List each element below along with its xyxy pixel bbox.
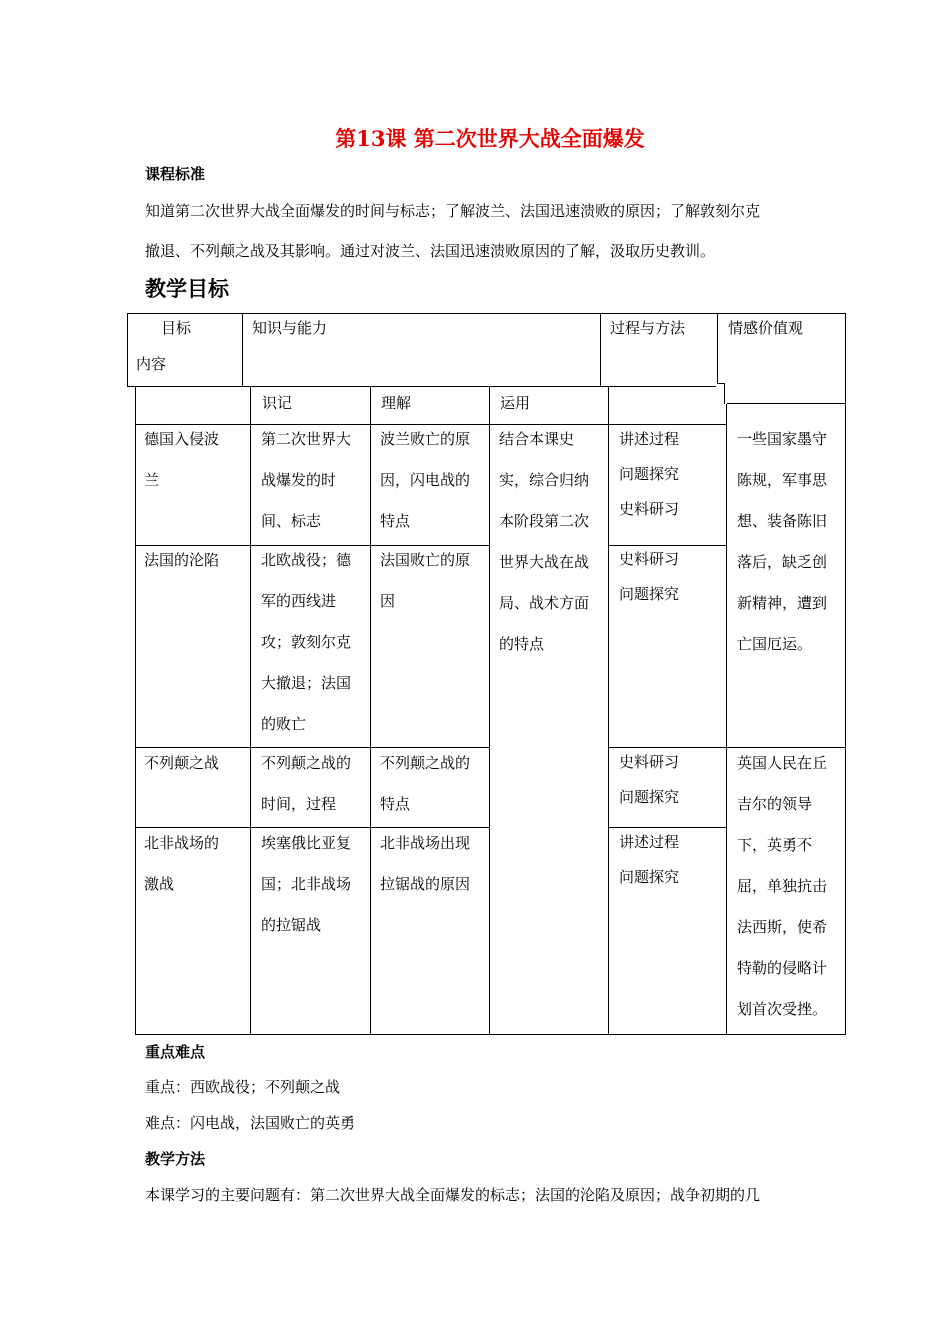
table-border: [726, 404, 727, 1035]
table-border: [845, 404, 846, 1035]
curriculum-line-2: 撤退、不列颠之战及其影响。通过对波兰、法国迅速溃败原因的了解，汲取历史教训。: [145, 242, 716, 260]
difficult-point: 难点：闪电战，法国败亡的英勇: [145, 1114, 356, 1132]
table-border: [600, 313, 601, 387]
row3-content: 不列颠之战: [144, 754, 220, 772]
row2-recall: 北欧战役；德 军的西线进 攻；敦刻尔克 大撤退；法国 的败亡: [261, 551, 352, 733]
table-border: [242, 313, 243, 387]
row2-understand: 法国败亡的原 因: [380, 551, 471, 610]
table-border: [135, 387, 136, 1035]
subheader-understand: 理解: [381, 394, 412, 412]
subheader-recall: 识记: [262, 394, 293, 412]
table-border: [370, 387, 371, 1035]
curriculum-line-1: 知道第二次世界大战全面爆发的时间与标志；了解波兰、法国迅速溃败的原因；了解敦刻尔克: [145, 202, 761, 220]
table-border: [127, 386, 716, 387]
row1-understand: 波兰败亡的原 因，闪电战的 特点: [380, 430, 471, 530]
row3-understand: 不列颠之战的 特点: [380, 754, 471, 813]
table-border: [717, 313, 718, 383]
table-border: [727, 403, 846, 404]
row1-recall: 第二次世界大 战爆发的时 间、标志: [261, 430, 352, 530]
row1-content: 德国入侵波 兰: [144, 430, 220, 489]
table-border: [608, 387, 609, 1035]
table-border: [250, 387, 251, 1035]
row4-process: 讲述过程 问题探究: [619, 833, 680, 886]
table-border: [845, 313, 846, 404]
header-content: 内容: [136, 355, 167, 373]
row1-process: 讲述过程 问题探究 史料研习: [619, 430, 680, 518]
section-heading-objectives: 教学目标: [145, 276, 229, 301]
key-point: 重点：西欧战役；不列颠之战: [145, 1078, 341, 1096]
subheader-apply: 运用: [500, 394, 531, 412]
table-border: [127, 313, 128, 387]
row3-recall: 不列颠之战的 时间，过程: [261, 754, 352, 813]
row2-process: 史料研习 问题探究: [619, 550, 680, 603]
emotion-b: 英国人民在丘 吉尔的领导 下，英勇不 屈，单独抗击 法西斯，使希 特勒的侵略计 划首次受挫。: [737, 754, 828, 1018]
emotion-a: 一些国家墨守 陈规，军事思 想、装备陈旧 落后，缺乏创 新精神，遭到 亡国厄运。: [737, 430, 828, 653]
table-border: [489, 387, 490, 1035]
table-border: [724, 383, 725, 404]
method-line-1: 本课学习的主要问题有：第二次世界大战全面爆发的标志；法国的沦陷及原因；战争初期的几: [145, 1186, 761, 1204]
table-border: [127, 313, 846, 314]
apply-merged: 结合本课史 实，综合归纳 本阶段第二次 世界大战在战 局、战术方面 的特点: [499, 430, 590, 653]
table-border: [135, 1034, 846, 1035]
document-title: 第13课 第二次世界大战全面爆发: [335, 126, 645, 151]
section-heading-key-points: 重点难点: [145, 1043, 206, 1061]
row3-process: 史料研习 问题探究: [619, 753, 680, 806]
header-knowledge: 知识与能力: [252, 319, 328, 337]
header-target: 目标: [161, 319, 192, 337]
section-heading-curriculum: 课程标准: [145, 165, 206, 183]
row2-content: 法国的沦陷: [144, 551, 220, 569]
row4-content: 北非战场的 激战: [144, 834, 220, 893]
header-process: 过程与方法: [610, 319, 686, 337]
section-heading-methods: 教学方法: [145, 1150, 206, 1168]
header-emotion: 情感价值观: [728, 319, 804, 337]
row4-understand: 北非战场出现 拉锯战的原因: [380, 834, 471, 893]
row4-recall: 埃塞俄比亚复 国；北非战场 的拉锯战: [261, 834, 352, 934]
